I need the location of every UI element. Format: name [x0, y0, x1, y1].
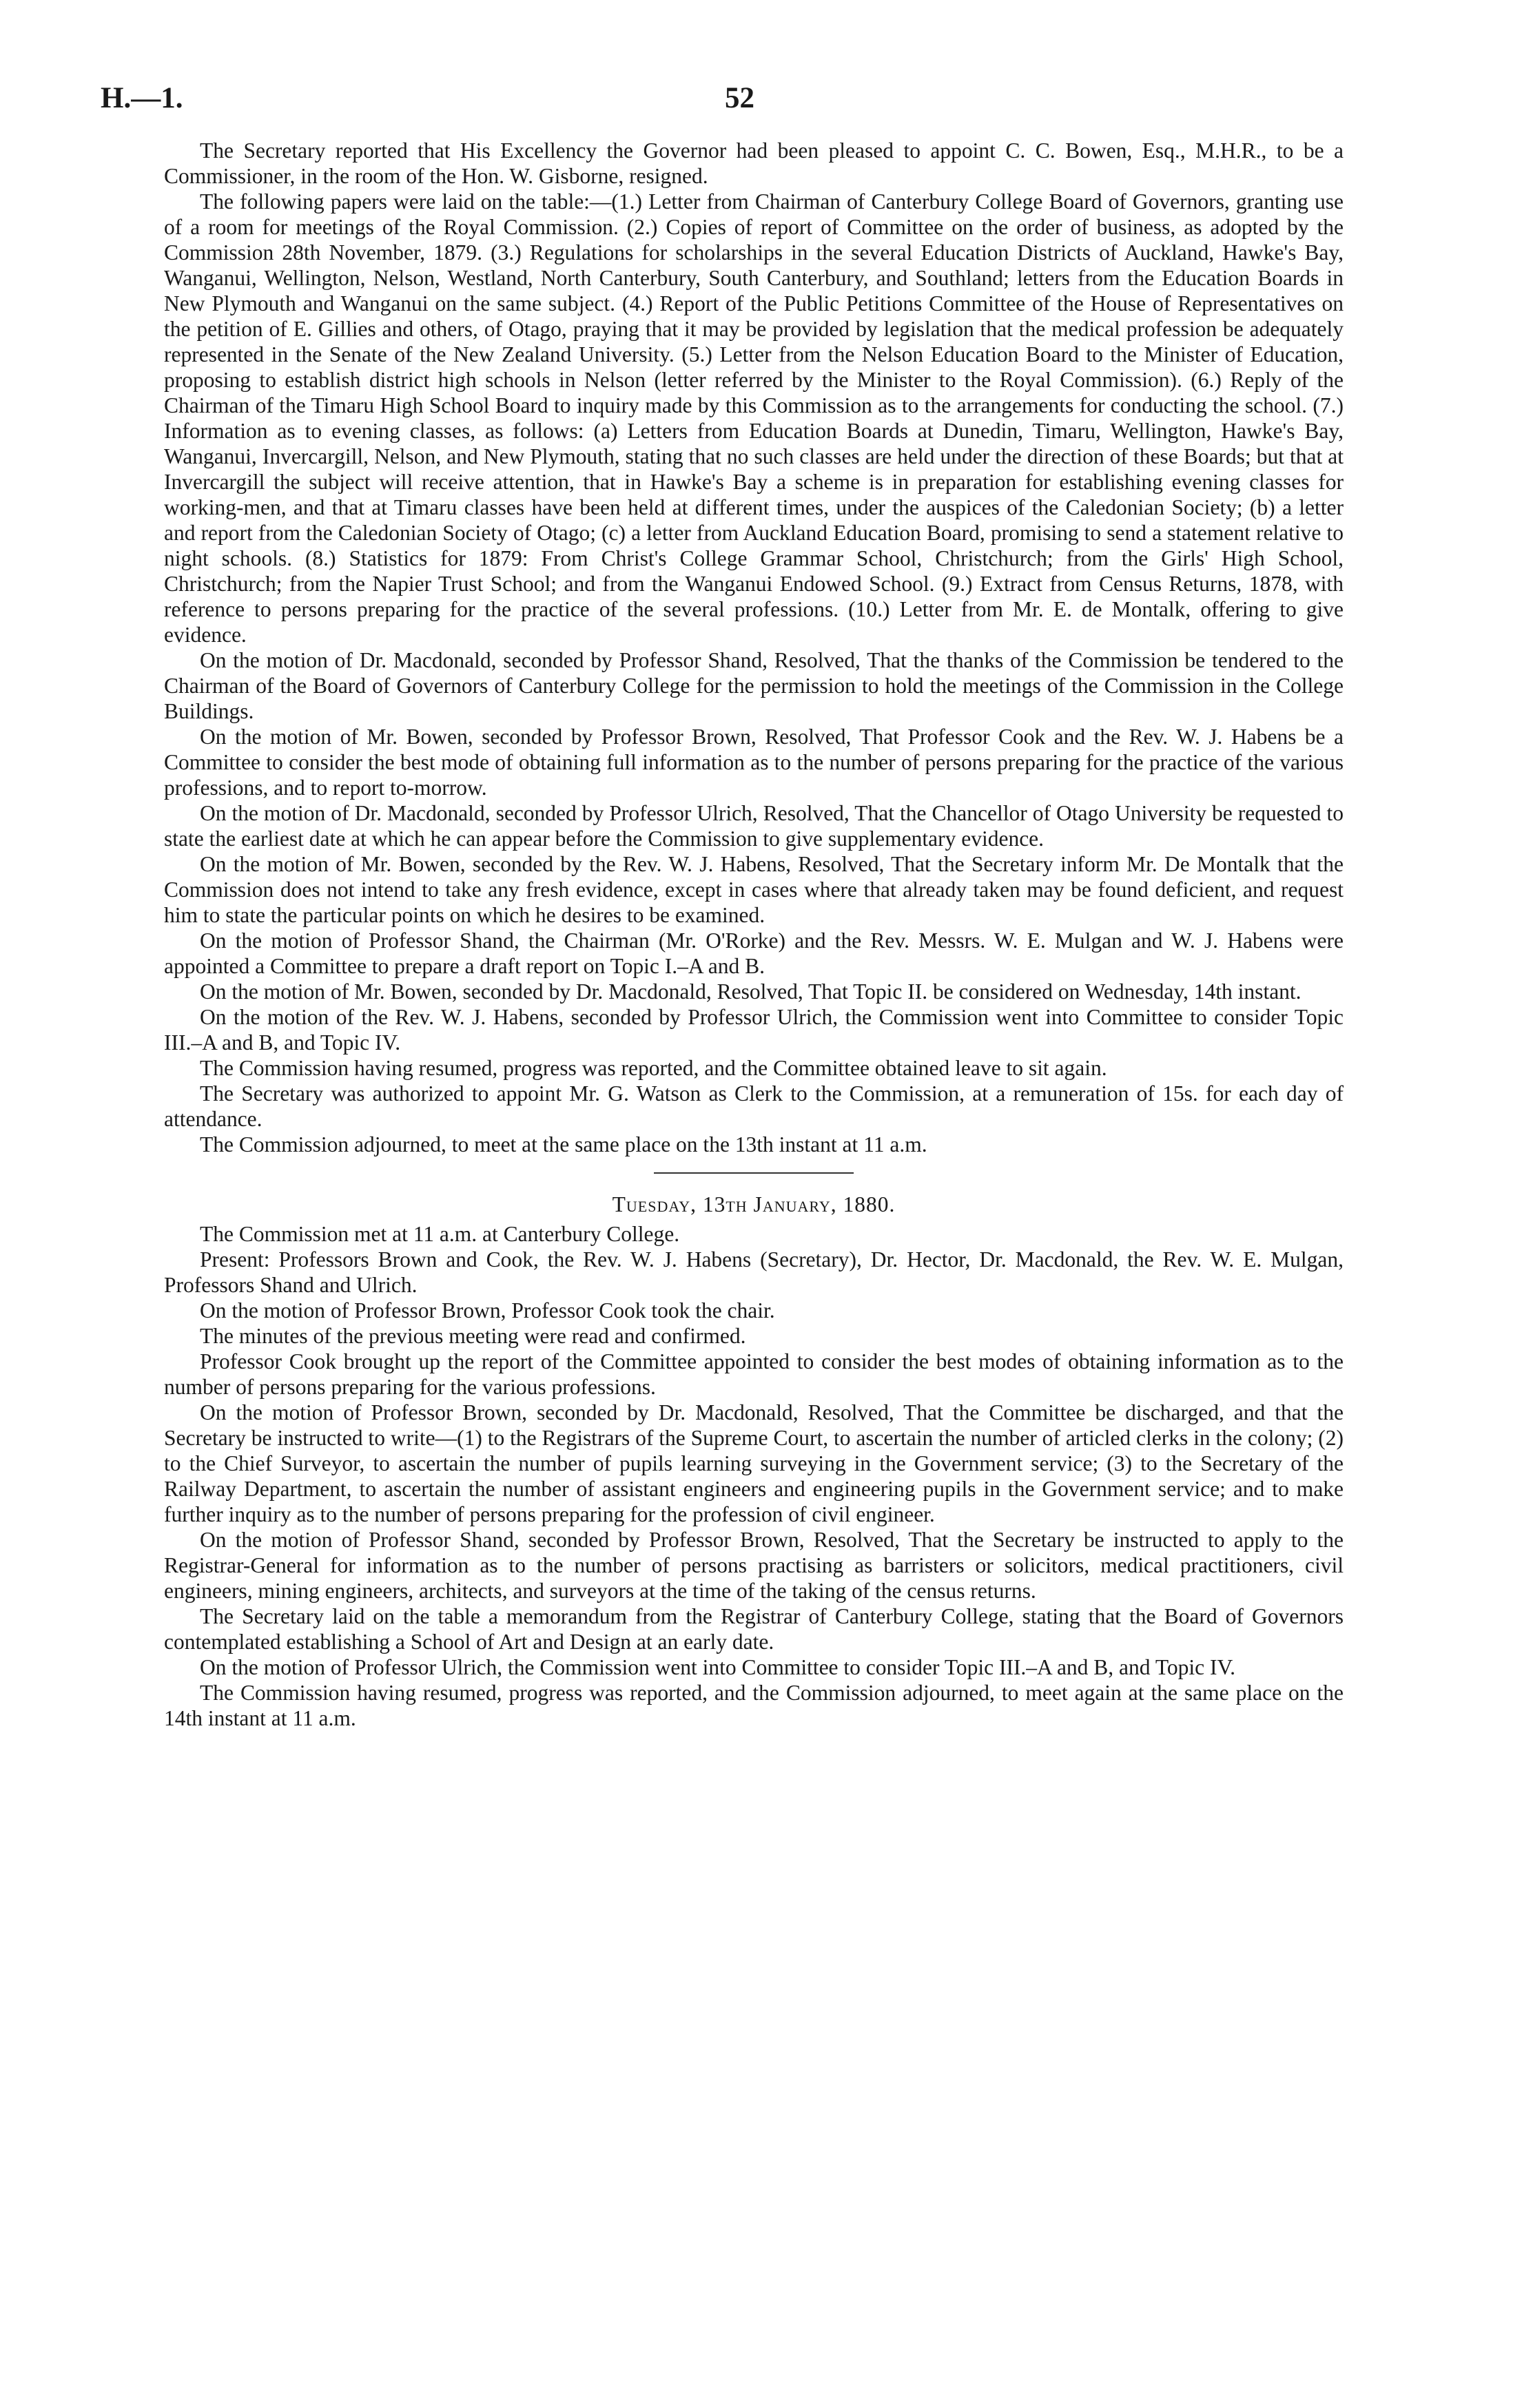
paragraph: Present: Professors Brown and Cook, the Rev. W. J. Habens (Secretary), Dr. Hector, Dr. Macdonald, the Rev. W. E. Mulgan, Professors Shand and Ulrich. — [164, 1247, 1344, 1297]
paragraph: On the motion of Dr. Macdonald, seconded by Professor Ulrich, Resolved, That the Chancellor of Otago University be requested to state the earliest date at which he can appear before the Commission to give supplementary evidence. — [164, 801, 1344, 851]
paragraph: The Secretary reported that His Excellency the Governor had been pleased to appoint C. C. Bowen, Esq., M.H.R., to be a Commissioner, in the room of the Hon. W. Gisborne, resigned. — [164, 138, 1344, 188]
paragraph: The Secretary laid on the table a memorandum from the Registrar of Canterbury College, stating that the Board of Governors contemplated establishing a School of Art and Design at an early date. — [164, 1604, 1344, 1654]
paragraph: On the motion of Professor Shand, the Chairman (Mr. O'Rorke) and the Rev. Messrs. W. E. Mulgan and W. J. Habens were appointed a Committee to prepare a draft report on Topic I.–A and B. — [164, 928, 1344, 978]
paragraph: On the motion of Mr. Bowen, seconded by Dr. Macdonald, Resolved, That Topic II. be considered on Wednesday, 14th instant. — [200, 979, 1302, 1004]
document-body — [164, 138, 1344, 1731]
section-heading: Tuesday, 13th January, 1880. — [612, 1192, 896, 1216]
paragraph: The Commission having resumed, progress was reported, and the Commission adjourned, to meet again at the same place on the 14th instant at 11 a.m. — [164, 1681, 1344, 1730]
paragraph: On the motion of Mr. Bowen, seconded by the Rev. W. J. Habens, Resolved, That the Secretary inform Mr. De Montalk that the Commission does not intend to take any fresh evidence, except in cases where that already taken may be found deficient, and request him to state the particular points on which he desires to be examined. — [164, 852, 1344, 927]
paragraph: On the motion of Professor Brown, Professor Cook took the chair. — [200, 1298, 775, 1322]
paragraph: The following papers were laid on the table:—(1.) Letter from Chairman of Canterbury College Board of Governors, granting use of a room for meetings of the Royal Commission. (2.) Copies of report of Committee on the order of business, as adopted by the Commission 28th November, 1879. (3.) Regulations for scholarships in the several Education Districts of Auckland, Hawke's Bay, Wanganui, Wellington, Nelson, Westland, North Canterbury, South Canterbury, and Southland; letters from the Education Boards in New Plymouth and Wanganui on the same subject. (4.) Report of the Public Petitions Committee of the House of Representatives on the petition of E. Gillies and others, of Otago, praying that it may be provided by legislation that the medical profession be adequately represented in the Senate of the New Zealand University. (5.) Letter from the Nelson Education Board to the Minister of Education, proposing to establish district high schools in Nelson (letter referred by the Minister to the Royal Commission). (6.) Reply of the Chairman of the Timaru High School Board to inquiry made by this Commission as to the arrangements for conducting the school. (7.) Information as to evening classes, as follows: (a) Letters from Education Boards at Dunedin, Timaru, Wellington, Hawke's Bay, Wanganui, Invercargill, Nelson, and New Plymouth, stating that no such classes are held under the direction of these Boards; but that at Invercargill the subject will receive attention, that in Hawke's Bay a scheme is in preparation for establishing evening classes for working-men, and that at Timaru classes have been held at different times, under the auspices of the Caledonian Society; (b) a letter and report from the Caledonian Society of Otago; (c) a letter from Auckland Education Board, promising to send a statement relative to night schools. (8.) Statistics for 1879: From Christ's College Grammar School, Christchurch; from the Girls' High School, Christchurch; from the Napier Trust School; and from the Wanganui Endowed School. (9.) Extract from Census Returns, 1878, with reference to persons preparing for the practice of the several professions. (10.) Letter from Mr. E. de Montalk, offering to give evidence. — [164, 189, 1344, 647]
page-header — [101, 81, 1423, 123]
paragraph: The Commission adjourned, to meet at the same place on the 13th instant at 11 a.m. — [200, 1132, 927, 1156]
paragraph: The Commission having resumed, progress was reported, and the Committee obtained leave to sit again. — [200, 1056, 1107, 1080]
paragraph: On the motion of Dr. Macdonald, seconded by Professor Shand, Resolved, That the thanks of the Commission be tendered to the Chairman of the Board of Governors of Canterbury College for the permission to hold the meetings of the Commission in the College Buildings. — [164, 648, 1344, 723]
paragraph: Professor Cook brought up the report of the Committee appointed to consider the best modes of obtaining information as to the number of persons preparing for the various professions. — [164, 1349, 1344, 1399]
paragraph: On the motion of Professor Brown, seconded by Dr. Macdonald, Resolved, That the Committee be discharged, and that the Secretary be instructed to write—(1) to the Registrars of the Supreme Court, to ascertain the number of articled clerks in the colony; (2) to the Chief Surveyor, to ascertain the number of pupils learning surveying in the Government service; (3) to the Secretary of the Railway Department, to ascertain the number of assistant engineers and engineering pupils in the Government service; and to make further inquiry as to the number of persons preparing for the profession of civil engineer. — [164, 1400, 1344, 1526]
paragraph: On the motion of Professor Ulrich, the Commission went into Committee to consider Topic III.–A and B, and Topic IV. — [200, 1655, 1236, 1679]
document-reference: H.—1. — [101, 82, 183, 114]
paragraph: The Secretary was authorized to appoint Mr. G. Watson as Clerk to the Commission, at a remuneration of 15s. for each day of attendance. — [164, 1081, 1344, 1131]
paragraph: The minutes of the previous meeting were read and confirmed. — [200, 1324, 746, 1348]
paragraph: On the motion of Mr. Bowen, seconded by Professor Brown, Resolved, That Professor Cook and the Rev. W. J. Habens be a Committee to consider the best mode of obtaining full information as to the number of persons preparing for the practice of the various professions, and to report to-morrow. — [164, 725, 1344, 800]
paragraph: On the motion of the Rev. W. J. Habens, seconded by Professor Ulrich, the Commission went into Committee to consider Topic III.–A and B, and Topic IV. — [164, 1005, 1344, 1055]
paragraph: The Commission met at 11 a.m. at Canterbury College. — [200, 1222, 680, 1246]
section-divider — [654, 1172, 854, 1174]
page-number: 52 — [725, 82, 754, 114]
paragraph: On the motion of Professor Shand, seconded by Professor Brown, Resolved, That the Secretary be instructed to apply to the Registrar-General for information as to the number of persons practising as barristers or solicitors, medical practitioners, civil engineers, mining engineers, architects, and surveyors at the time of the taking of the census returns. — [164, 1528, 1344, 1603]
